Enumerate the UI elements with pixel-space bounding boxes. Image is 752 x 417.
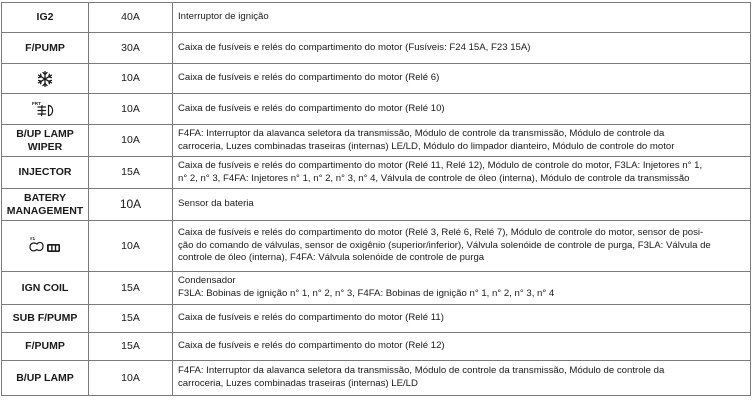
fuse-name: IG2	[36, 11, 54, 23]
table-row	[2, 361, 751, 396]
engine-check-icon	[28, 235, 62, 257]
fuse-description: Caixa de fusíveis e relés do compartimento do motor (Relé 6)	[173, 64, 751, 94]
fuse-table	[1, 2, 751, 396]
fuse-name-cell	[2, 221, 89, 272]
table-row	[2, 221, 751, 272]
fuse-name: IGN COIL	[21, 281, 69, 294]
fuse-description: Interruptor de ignição	[173, 3, 751, 33]
table-row	[2, 64, 751, 94]
table-row	[2, 272, 751, 305]
fuse-description: Caixa de fusíveis e relés do compartimento do motor (Fusíveis: F24 15A, F23 15A)	[173, 33, 751, 64]
fuse-name: F/PUMP	[25, 340, 65, 352]
table-row	[2, 333, 751, 361]
fuse-rating: 15A	[89, 305, 173, 333]
snowflake-ac-icon	[36, 70, 54, 88]
table-row	[2, 189, 751, 221]
fuse-name-cell	[2, 94, 89, 125]
fuse-description: Caixa de fusíveis e relés do compartimento do motor (Relé 11, Relé 12), Módulo de controle do motor, F3LA: Injetores n° 1, n° 2, n° 3, F4FA: Injetores n° 1, n° 2, n° 3, n° 4, Válvula de controle de óleo (interna), Módulo de controle da transmissão	[173, 157, 751, 189]
fuse-rating: 10A	[89, 189, 173, 221]
fuse-rating: 10A	[89, 125, 173, 157]
fuse-rating: 15A	[89, 157, 173, 189]
fuse-name: INJECTOR	[18, 166, 72, 178]
fuse-name-cell	[2, 272, 89, 305]
fuse-name-cell	[2, 33, 89, 64]
table-row	[2, 33, 751, 64]
fuse-description: Caixa de fusíveis e relés do compartimento do motor (Relé 11)	[173, 305, 751, 333]
fuse-description: Caixa de fusíveis e relés do compartimento do motor (Relé 10)	[173, 94, 751, 125]
fuse-description: Condensador F3LA: Bobinas de ignição n° 1, n° 2, n° 3, F4FA: Bobinas de ignição n° 1, n° 2, n° 3, n° 4	[173, 272, 751, 305]
fuse-rating: 30A	[89, 33, 173, 64]
fuse-name-cell	[2, 333, 89, 361]
fuse-rating: 10A	[89, 94, 173, 125]
table-row	[2, 94, 751, 125]
fuse-rating: 10A	[89, 361, 173, 396]
fuse-name-cell	[2, 157, 89, 189]
table-row	[2, 125, 751, 157]
fuse-name-cell	[2, 3, 89, 33]
fuse-rating: 10A	[89, 64, 173, 94]
front-fog-light-icon	[31, 100, 59, 118]
fuse-name: BATERY MANAGEMENT	[6, 191, 84, 217]
front-fog-light-label: FRT	[32, 101, 41, 106]
fuse-description: Caixa de fusíveis e relés do compartimento do motor (Relé 3, Relé 6, Relé 7), Módulo de controle do motor, sensor de posi- ção do comando de válvulas, sensor de oxigênio (superior/inferior), Válvula solenóide de controle de purga, F3LA: Válvula de controle de óleo (interna), F4FA: Válvula solenóide de controle de purga	[173, 221, 751, 272]
fuse-name-cell	[2, 189, 89, 221]
fuse-name-cell	[2, 125, 89, 157]
table-row	[2, 3, 751, 33]
table-row	[2, 157, 751, 189]
fuse-rating: 15A	[89, 272, 173, 305]
fuse-name: SUB F/PUMP	[12, 312, 78, 324]
fuse-name: B/UP LAMP WIPER	[16, 127, 74, 153]
fuse-name-cell	[2, 361, 89, 396]
engine-check-label: #1	[30, 236, 36, 241]
fuse-rating: 10A	[89, 221, 173, 272]
fuse-rating: 15A	[89, 333, 173, 361]
table-row	[2, 305, 751, 333]
fuse-name: F/PUMP	[25, 41, 65, 54]
fuse-name-cell	[2, 64, 89, 94]
fuse-description: F4FA: Interruptor da alavanca seletora da transmissão, Módulo de controle da transmissão, Módulo de controle da carroceria, Luzes combinadas traseiras (internas) LE/LD	[173, 361, 751, 396]
fuse-name-cell	[2, 305, 89, 333]
fuse-name: B/UP LAMP	[16, 371, 74, 384]
fuse-description: F4FA: Interruptor da alavanca seletora da transmissão, Módulo de controle da transmissão, Módulo de controle da carroceria, Luzes combinadas traseiras (internas) LE/LD, Módulo do limpador dianteiro, Módulo de controle do motor	[173, 125, 751, 157]
fuse-description: Sensor da bateria	[173, 189, 751, 221]
fuse-description: Caixa de fusíveis e relés do compartimento do motor (Relé 12)	[173, 333, 751, 361]
fuse-rating: 40A	[89, 3, 173, 33]
